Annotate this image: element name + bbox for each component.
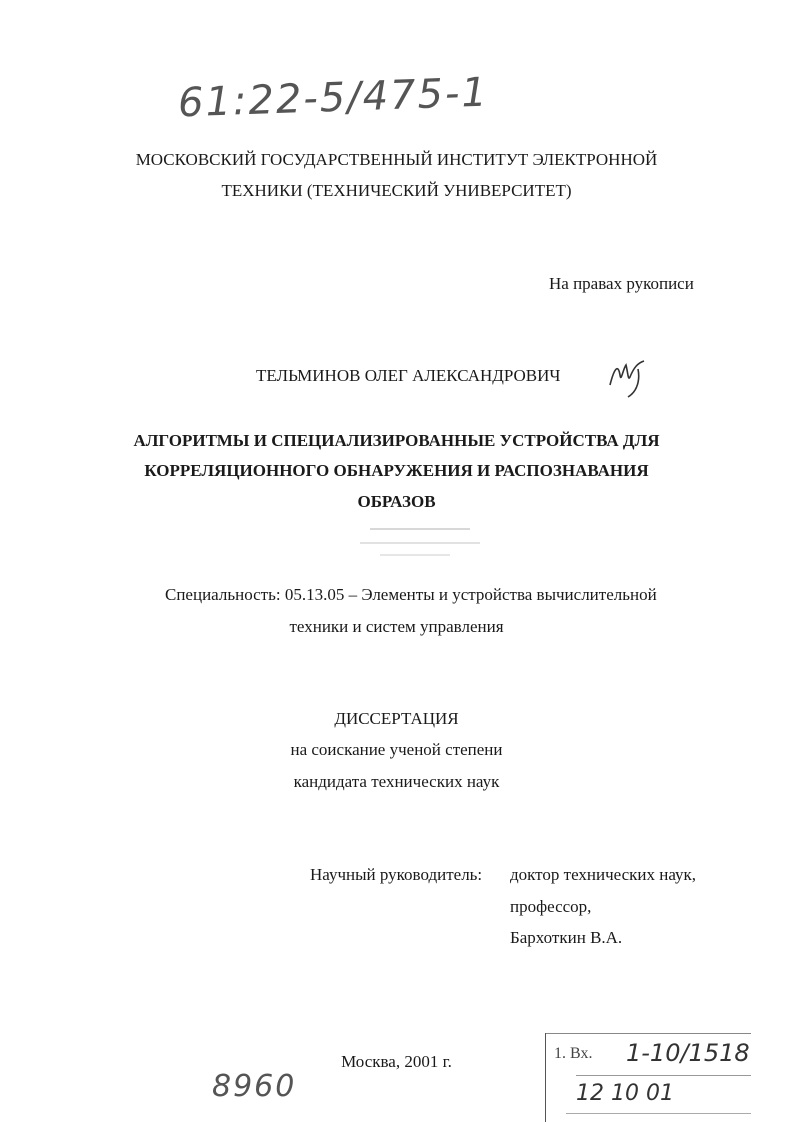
stamp-hand-entry-1: 1-10/1518 <box>626 1039 750 1067</box>
title-line-1: АЛГОРИТМЫ И СПЕЦИАЛИЗИРОВАННЫЕ УСТРОЙСТВА ДЛЯ <box>133 431 660 450</box>
manuscript-note: На правах рукописи <box>549 274 694 293</box>
stamp-top-rule <box>546 1033 751 1034</box>
degree-line-1: на соискание ученой степени <box>290 740 503 759</box>
faint-smudge <box>350 524 500 564</box>
supervisor-name: Бархоткин В.А. <box>510 928 623 947</box>
degree-line-2: кандидата технических наук <box>293 772 500 791</box>
stamp-bottom-rule <box>566 1113 751 1114</box>
stamp-hand-entry-2: 12 10 01 <box>576 1081 674 1106</box>
author-name: ТЕЛЬМИНОВ ОЛЕГ АЛЕКСАНДРОВИЧ <box>256 366 561 385</box>
registration-stamp <box>545 1033 761 1122</box>
supervisor-rank: профессор, <box>510 897 592 916</box>
signature-mark <box>604 355 654 403</box>
institution-line-2: ТЕХНИКИ (ТЕХНИЧЕСКИЙ УНИВЕРСИТЕТ) <box>221 181 572 200</box>
title-line-2: КОРРЕЛЯЦИОННОГО ОБНАРУЖЕНИЯ И РАСПОЗНАВАНИЯ <box>144 461 649 480</box>
institution-line-1: МОСКОВСКИЙ ГОСУДАРСТВЕННЫЙ ИНСТИТУТ ЭЛЕКТРОННОЙ <box>135 150 658 169</box>
stamp-printed-prefix: 1. Вх. <box>554 1045 593 1062</box>
dissertation-heading: ДИССЕРТАЦИЯ <box>334 709 459 728</box>
handwritten-archive-code: 61:22-5/475-1 <box>177 69 490 127</box>
specialty-line-2: техники и систем управления <box>289 617 504 636</box>
handwritten-bottom-number: 8960 <box>212 1069 297 1104</box>
specialty-line-1: Специальность: 05.13.05 – Элементы и устройства вычислительной <box>165 585 657 604</box>
supervisor-label: Научный руководитель: <box>310 865 483 884</box>
title-line-3: ОБРАЗОВ <box>357 492 436 511</box>
stamp-middle-rule <box>576 1075 751 1076</box>
place-year: Москва, 2001 г. <box>341 1052 452 1071</box>
supervisor-degree: доктор технических наук, <box>510 865 697 884</box>
